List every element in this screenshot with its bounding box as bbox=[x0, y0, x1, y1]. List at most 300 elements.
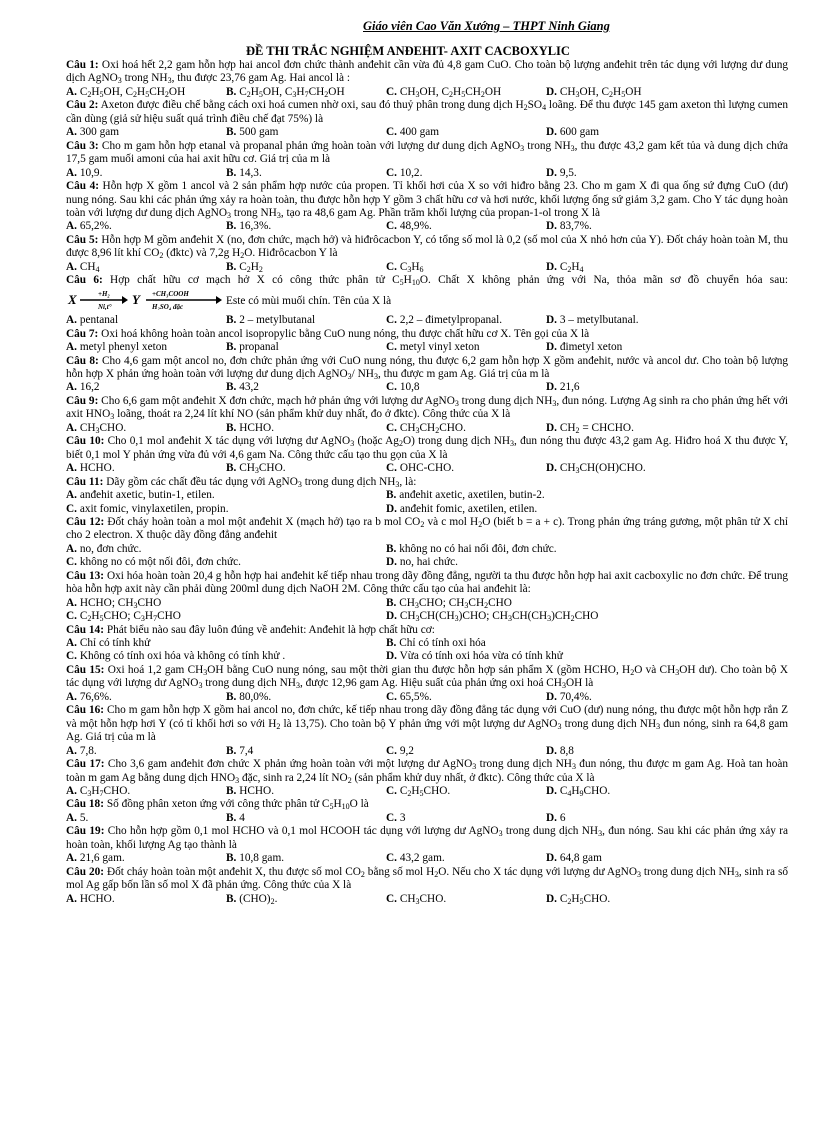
answer-option[interactable] bbox=[386, 556, 788, 569]
answer-option[interactable] bbox=[546, 86, 788, 99]
option-letter: C. bbox=[386, 811, 397, 824]
option-letter: A. bbox=[66, 85, 77, 98]
option-text: $C_2H_5OH$, $C_3H_7CH_2OH$ bbox=[239, 85, 345, 99]
answer-option[interactable] bbox=[546, 422, 788, 435]
answer-option[interactable] bbox=[226, 381, 386, 394]
answer-option[interactable] bbox=[66, 503, 386, 516]
answer-option[interactable] bbox=[386, 220, 546, 233]
option-text: 2 – metylbutanal bbox=[239, 314, 316, 327]
option-letter: D. bbox=[386, 650, 397, 663]
answer-options bbox=[66, 745, 788, 758]
option-letter: D. bbox=[546, 85, 557, 98]
answer-option[interactable] bbox=[66, 462, 226, 475]
question-label: Câu 19: bbox=[66, 825, 105, 838]
option-letter: D. bbox=[546, 892, 557, 905]
exam-title: ĐỀ THI TRẮC NGHIỆM ANĐEHIT- AXIT CACBOXYLIC bbox=[246, 44, 570, 58]
option-text: $CH_3CHO$. bbox=[79, 421, 127, 435]
option-letter: A. bbox=[66, 489, 77, 502]
option-letter: A. bbox=[66, 690, 77, 703]
question-body: Đốt cháy hoàn toàn a mol một anđehit X (mạch hở) tạo ra b mol $CO_2$ và c mol $H_2O$ (biết b = a + c). Trong phản ứng tráng gương, một phân tử X chỉ cho 2 electron. X thuộc dãy đồng đẳng anđehit bbox=[66, 515, 788, 542]
option-letter: B. bbox=[386, 489, 397, 502]
answer-option[interactable] bbox=[226, 220, 386, 233]
option-text: 65,5%. bbox=[399, 690, 432, 703]
answer-option[interactable] bbox=[66, 556, 386, 569]
answer-option[interactable] bbox=[226, 893, 386, 906]
option-text: 65,2%. bbox=[79, 220, 112, 233]
option-letter: A. bbox=[66, 542, 77, 555]
answer-option[interactable] bbox=[546, 893, 788, 906]
option-letter: A. bbox=[66, 314, 77, 327]
option-text: HCHO; $CH_3CHO$ bbox=[79, 596, 162, 610]
option-text: 7,8. bbox=[79, 744, 97, 757]
answer-option[interactable] bbox=[546, 852, 788, 865]
option-text: 21,6 bbox=[559, 381, 580, 394]
question-label: Câu 10: bbox=[66, 435, 105, 448]
answer-option[interactable] bbox=[386, 637, 788, 650]
answer-option[interactable] bbox=[386, 597, 788, 610]
answer-option[interactable] bbox=[66, 785, 226, 798]
answer-option[interactable] bbox=[386, 852, 546, 865]
answer-option[interactable] bbox=[226, 422, 386, 435]
option-text: $CH_4$ bbox=[79, 260, 100, 274]
option-text: 10,2. bbox=[399, 166, 423, 179]
option-letter: B. bbox=[226, 852, 237, 865]
option-letter: B. bbox=[226, 892, 237, 905]
answer-option[interactable] bbox=[386, 745, 546, 758]
option-text: $CH_2$ = CHCHO. bbox=[559, 421, 634, 435]
option-text: $C_2H_4$ bbox=[559, 260, 584, 274]
arrow1-top-label: +H₂ bbox=[98, 289, 110, 298]
option-letter: B. bbox=[226, 314, 237, 327]
answer-options bbox=[66, 812, 788, 825]
answer-options bbox=[66, 462, 788, 475]
option-text: 76,6%. bbox=[79, 690, 112, 703]
option-letter: B. bbox=[226, 220, 237, 233]
option-text: $CH_3CHO$. bbox=[239, 462, 286, 476]
option-text: no, đơn chức. bbox=[79, 542, 142, 555]
option-text: no, hai chức. bbox=[399, 556, 459, 569]
question-text bbox=[66, 825, 788, 852]
answer-options bbox=[66, 691, 788, 704]
option-text: $C_3H_7CHO$. bbox=[79, 785, 131, 799]
answer-option[interactable] bbox=[386, 893, 546, 906]
question-text bbox=[66, 476, 788, 489]
question-label: Câu 8: bbox=[66, 354, 99, 367]
question-text bbox=[66, 516, 788, 543]
answer-option[interactable] bbox=[386, 314, 546, 327]
option-text: $CH_3CH(CH_3)CHO$; $CH_3CH(CH_3)CH_2CHO$ bbox=[399, 610, 599, 624]
option-letter: C. bbox=[386, 892, 397, 905]
answer-options bbox=[66, 543, 788, 570]
answer-option[interactable] bbox=[66, 812, 226, 825]
question-label: Câu 6: bbox=[66, 274, 103, 287]
option-letter: D. bbox=[546, 785, 557, 798]
option-text: metyl vinyl xeton bbox=[399, 341, 480, 354]
answer-option[interactable] bbox=[66, 261, 226, 274]
answer-option[interactable] bbox=[546, 462, 788, 475]
answer-option[interactable] bbox=[546, 126, 788, 139]
question-label: Câu 18: bbox=[66, 798, 104, 811]
option-letter: D. bbox=[546, 462, 557, 475]
option-letter: A. bbox=[66, 637, 77, 650]
option-letter: C. bbox=[386, 381, 397, 394]
option-text: $C_2H_5CHO$; $C_3H_7CHO$ bbox=[79, 610, 181, 624]
answer-option[interactable] bbox=[546, 745, 788, 758]
question-body: Cho 4,6 gam một ancol no, đơn chức phản ứng với CuO nung nóng, thu được 6,2 gam hỗn hợp X gồm anđehit, nước và ancol dư. Cho toàn bộ lượng hỗn hợp X phản ứng hoàn toàn với lượng dư dung dịch AgNO$_3$/ $NH_3$, thu được m gam Ag. Giá trị của m là bbox=[66, 354, 788, 381]
answer-options bbox=[66, 261, 788, 274]
option-letter: D. bbox=[386, 502, 397, 515]
question-body: Đốt cháy hoàn toàn một anđehit X, thu được số mol $CO_2$ bằng số mol $H_2O$. Nếu cho X tác dụng với lượng dư AgNO$_3$ trong dung dịch $NH_3$, sinh ra số mol Ag gấp bốn lần số mol X đã phản ứng. Công thức của X là bbox=[66, 865, 789, 892]
answer-option[interactable] bbox=[226, 341, 386, 354]
option-text: $C_3H_6$ bbox=[399, 260, 424, 274]
option-text: 64,8 gam bbox=[559, 852, 602, 865]
option-text: 16,2 bbox=[79, 381, 100, 394]
question-body: Cho m gam hỗn hợp etanal và propanal phản ứng hoàn toàn với lượng dư dung dịch AgNO$_3$ trong $NH_3$, thu được 43,2 gam kết tủa và dung dịch chứa 17,5 gam muối amoni của hai axit hữu cơ. Giá trị của m là bbox=[66, 139, 788, 166]
option-text: 21,6 gam. bbox=[79, 852, 125, 865]
answer-option[interactable] bbox=[546, 785, 788, 798]
option-text: 9,5. bbox=[559, 166, 577, 179]
question-text bbox=[66, 624, 788, 637]
option-text: 9,2 bbox=[399, 744, 414, 757]
answer-option[interactable] bbox=[66, 86, 226, 99]
option-letter: D. bbox=[546, 421, 557, 434]
option-letter: C. bbox=[66, 650, 77, 663]
answer-option[interactable] bbox=[226, 691, 386, 704]
option-text: $CH_3CH(OH)CHO$. bbox=[559, 462, 646, 476]
question-body: Cho 3,6 gam anđehit đơn chức X phản ứng hoàn toàn với một lượng dư AgNO$_3$ trong dung dịch $NH_3$ đun nóng, thu được m gam Ag. Hoà tan hoàn toàn m gam Ag bằng dung dịch $HNO_3$ đặc, sinh ra 2,24 lít $NO_2$ (sản phẩm khử duy nhất, ở đktc). Công thức của X là bbox=[66, 758, 789, 785]
question-label: Câu 11: bbox=[66, 475, 104, 488]
question-body: Hợp chất hữu cơ mạch hở X có công thức phân tử $C_5H_{10}O$. Chất X không phản ứng với Na, thỏa mãn sơ đồ chuyển hóa sau: bbox=[110, 274, 788, 288]
question-body: Axeton được điều chế bằng cách oxi hoá cumen nhờ oxi, sau đó thuỷ phân trong dung dịch $H_2SO_4$ loãng. Để thu được 145 gam axeton thì lượng cumen cần dùng (giả sử hiệu suất quá trình điều chế đạt 75%) là bbox=[66, 99, 788, 125]
answer-options bbox=[66, 220, 788, 233]
answer-options bbox=[66, 381, 788, 394]
option-letter: C. bbox=[386, 85, 397, 98]
answer-option[interactable] bbox=[546, 314, 788, 327]
option-letter: D. bbox=[546, 852, 557, 865]
question-text bbox=[66, 59, 788, 86]
reaction-scheme bbox=[66, 288, 226, 314]
option-text: $C_2H_5CHO$. bbox=[559, 892, 611, 906]
option-letter: A. bbox=[66, 744, 77, 757]
question-text bbox=[66, 328, 788, 341]
question-body: Cho hỗn hợp gồm 0,1 mol HCHO và 0,1 mol HCOOH tác dụng với lượng dư AgNO$_3$ trong dung dịch $NH_3$, đun nóng. Sau khi các phản ứng xảy ra hoàn toàn, khối lượng Ag tạo thành là bbox=[66, 825, 788, 851]
answer-option[interactable] bbox=[386, 422, 546, 435]
question-label: Câu 3: bbox=[66, 139, 99, 152]
answer-option[interactable] bbox=[226, 785, 386, 798]
answer-option[interactable] bbox=[226, 812, 386, 825]
answer-option[interactable] bbox=[386, 86, 546, 99]
answer-options bbox=[66, 126, 788, 139]
question-text bbox=[66, 180, 788, 220]
option-letter: A. bbox=[66, 462, 77, 475]
option-letter: C. bbox=[386, 462, 397, 475]
option-letter: C. bbox=[386, 785, 397, 798]
option-text: Vừa có tính oxi hóa vừa có tính khử bbox=[399, 650, 563, 663]
option-letter: A. bbox=[66, 811, 77, 824]
option-text: $C_4H_9CHO$. bbox=[559, 785, 611, 799]
answer-option[interactable] bbox=[386, 812, 546, 825]
option-text: không no có một nối đôi, đơn chức. bbox=[79, 556, 241, 569]
question-label: Câu 12: bbox=[66, 515, 105, 528]
option-text: Chỉ có tính khử bbox=[79, 637, 151, 650]
answer-options bbox=[66, 852, 788, 865]
option-letter: B. bbox=[226, 381, 237, 394]
question-body: Hỗn hợp M gồm anđehit X (no, đơn chức, mạch hở) và hiđrôcacbon Y, có tổng số mol là 0,2 (số mol của X nhỏ hơn của Y). Đốt cháy hoàn toàn M, thu được 8,96 lít khí $CO_2$ (đktc) và 7,2g $H_2O$. Hiđrôcacbon Y là bbox=[66, 233, 789, 261]
option-letter: A. bbox=[66, 785, 77, 798]
option-text: propanal bbox=[239, 341, 279, 354]
answer-option[interactable] bbox=[386, 785, 546, 798]
answer-option[interactable] bbox=[66, 852, 226, 865]
option-text: 6 bbox=[559, 811, 566, 824]
question-text bbox=[66, 435, 788, 462]
option-text: metyl phenyl xeton bbox=[79, 341, 168, 354]
answer-option[interactable] bbox=[546, 381, 788, 394]
option-letter: C. bbox=[386, 744, 397, 757]
answer-option[interactable] bbox=[66, 543, 386, 556]
answer-option[interactable] bbox=[66, 341, 226, 354]
question-body: Dãy gồm các chất đều tác dụng với AgNO$_3$ trong dung dịch $NH_3$, là: bbox=[106, 475, 417, 489]
option-letter: C. bbox=[386, 260, 397, 273]
option-letter: D. bbox=[546, 126, 557, 139]
scheme-y: Y bbox=[132, 291, 140, 307]
option-letter: B. bbox=[226, 260, 237, 273]
option-text: 600 gam bbox=[559, 126, 600, 139]
question-body: Cho 6,6 gam một anđehit X đơn chức, mạch hở phản ứng với lượng dư AgNO$_3$ trong dung dịch $NH_3$, đun nóng. Lượng Ag sinh ra cho phản ứng hết với axit $HNO_3$ loãng, thoát ra 2,24 lít khí NO (sản phẩm khử duy nhất, đo ở đktc). Công thức của X là bbox=[66, 394, 788, 422]
option-text: HCHO. bbox=[239, 785, 275, 798]
option-letter: D. bbox=[386, 556, 397, 569]
question-label: Câu 2: bbox=[66, 99, 99, 112]
option-text: 300 gam bbox=[79, 126, 120, 139]
answer-option[interactable] bbox=[226, 167, 386, 180]
option-text: 7,4 bbox=[239, 744, 254, 757]
answer-option[interactable] bbox=[66, 597, 386, 610]
question-text bbox=[66, 355, 788, 382]
option-text: $C_2H_2$ bbox=[239, 260, 263, 274]
option-text: 3 bbox=[399, 811, 406, 824]
option-letter: A. bbox=[66, 341, 77, 354]
option-letter: B. bbox=[386, 637, 397, 650]
option-letter: A. bbox=[66, 220, 77, 233]
answer-option[interactable] bbox=[546, 341, 788, 354]
option-letter: C. bbox=[386, 166, 397, 179]
answer-option[interactable] bbox=[66, 691, 226, 704]
question-text bbox=[66, 570, 788, 597]
answer-option[interactable] bbox=[546, 261, 788, 274]
question-label: Câu 4: bbox=[66, 180, 100, 193]
option-text: HCHO. bbox=[239, 421, 275, 434]
option-text: 70,4%. bbox=[559, 690, 592, 703]
option-letter: D. bbox=[546, 260, 557, 273]
question-text bbox=[66, 395, 788, 422]
answer-option[interactable] bbox=[386, 126, 546, 139]
option-text: 2,2 – đimetylpropanal. bbox=[399, 314, 503, 327]
question-body: Oxi hoá không hoàn toàn ancol isopropylic bằng CuO nung nóng, thu được chất hữu cơ X. Tên gọi của X là bbox=[101, 327, 590, 340]
answer-option[interactable] bbox=[226, 745, 386, 758]
option-text: $CH_3CHO$; $CH_3CH_2CHO$ bbox=[399, 596, 512, 610]
option-letter: A. bbox=[66, 852, 77, 865]
question-body: Oxi hoá 1,2 gam $CH_3OH$ bằng CuO nung nóng, sau một thời gian thu được hỗn hợp sản phẩm X (gồm HCHO, $H_2O$ và $CH_3OH$ dư). Cho toàn bộ X tác dụng với lượng dư AgNO$_3$ trong dung dịch $NH_3$, được 12,96 gam Ag. Hiệu suất của phản ứng oxi hoá $CH_3OH$ là bbox=[66, 663, 788, 691]
option-text: 8,8 bbox=[559, 744, 574, 757]
option-text: 10,8 gam. bbox=[239, 852, 285, 865]
question-text bbox=[66, 140, 788, 167]
answer-option[interactable] bbox=[226, 126, 386, 139]
question-text bbox=[66, 866, 788, 893]
answer-option[interactable] bbox=[66, 610, 386, 623]
option-letter: B. bbox=[386, 542, 397, 555]
option-letter: D. bbox=[546, 220, 557, 233]
option-text: 500 gam bbox=[239, 126, 279, 139]
answer-option[interactable] bbox=[546, 220, 788, 233]
option-letter: B. bbox=[386, 596, 397, 609]
answer-option[interactable] bbox=[386, 503, 788, 516]
option-letter: D. bbox=[546, 811, 557, 824]
option-text: 16,3%. bbox=[239, 220, 272, 233]
option-text: Không có tính oxi hóa và không có tính khử . bbox=[79, 650, 286, 663]
answer-option[interactable] bbox=[66, 650, 386, 663]
option-letter: B. bbox=[226, 811, 237, 824]
answer-option[interactable] bbox=[546, 691, 788, 704]
option-letter: B. bbox=[226, 126, 237, 139]
option-text: pentanal bbox=[79, 314, 119, 327]
answer-option[interactable] bbox=[386, 167, 546, 180]
option-text: $CH_3OH$, $C_2H_5CH_2OH$ bbox=[399, 85, 502, 99]
question-label: Câu 20: bbox=[66, 865, 105, 878]
option-letter: A. bbox=[66, 126, 77, 139]
answer-options bbox=[66, 167, 788, 180]
answer-option[interactable] bbox=[226, 314, 386, 327]
arrow2-top-label: +CH₃COOH bbox=[152, 289, 189, 298]
question-label: Câu 17: bbox=[66, 758, 105, 771]
option-text: không no có hai nối đôi, đơn chức. bbox=[399, 542, 557, 555]
answer-option[interactable] bbox=[66, 489, 386, 502]
option-text: $CH_3CH_2CHO$. bbox=[399, 421, 466, 435]
answer-options bbox=[66, 489, 788, 516]
answer-option[interactable] bbox=[66, 167, 226, 180]
answer-option[interactable] bbox=[386, 543, 788, 556]
answer-option[interactable] bbox=[386, 341, 546, 354]
question-label: Câu 16: bbox=[66, 704, 105, 717]
answer-option[interactable] bbox=[386, 261, 546, 274]
arrow2-bottom-label: H₂SO₄ đặc bbox=[152, 302, 184, 310]
answer-options bbox=[66, 422, 788, 435]
question-label: Câu 13: bbox=[66, 569, 105, 582]
option-text: 10,9. bbox=[79, 166, 103, 179]
option-letter: B. bbox=[226, 785, 237, 798]
option-text: Chỉ có tính oxi hóa bbox=[399, 637, 486, 650]
option-letter: D. bbox=[386, 610, 397, 623]
question-body: Oxi hóa hoàn toàn 20,4 g hỗn hợp hai anđehit kế tiếp nhau trong dãy đồng đẳng, người ta thu được hỗn hợp hai axit cacboxylic no đơn chức. Để trung hòa hỗn hợp axit này cần phải dùng 200ml dung dịch NaOH 2M. Công thức cấu tạo của hai anđehit là: bbox=[66, 569, 788, 596]
option-letter: A. bbox=[66, 166, 77, 179]
answer-option[interactable] bbox=[386, 650, 788, 663]
question-label: Câu 15: bbox=[66, 663, 105, 676]
answer-option[interactable] bbox=[66, 637, 386, 650]
option-text: 400 gam bbox=[399, 126, 440, 139]
answer-option[interactable] bbox=[66, 745, 226, 758]
question-body: Cho 0,1 mol anđehit X tác dụng với lượng dư AgNO$_3$ (hoặc $Ag_2O$) trong dung dịch $NH_3$, đun nóng thu được 43,2 gam Ag. Hiđro hoá X thu được Y, biết 0,1 mol Y phản ứng vừa đủ với 4,6 gam Na. Công thức cấu tạo thu gọn của X là bbox=[66, 435, 788, 461]
answer-option[interactable] bbox=[66, 126, 226, 139]
option-letter: C. bbox=[386, 852, 397, 865]
answer-option[interactable] bbox=[66, 893, 226, 906]
option-letter: C. bbox=[66, 610, 77, 623]
answer-option[interactable] bbox=[66, 314, 226, 327]
option-text: $CH_3OH$, $C_2H_5OH$ bbox=[559, 85, 642, 99]
arrow2-head bbox=[216, 296, 222, 304]
question-label: Câu 14: bbox=[66, 623, 104, 636]
option-text: 83,7%. bbox=[559, 220, 592, 233]
option-letter: B. bbox=[226, 462, 237, 475]
answer-options bbox=[66, 341, 788, 354]
option-text: 43,2 gam. bbox=[399, 852, 445, 865]
answer-option[interactable] bbox=[386, 489, 788, 502]
option-text: đimetyl xeton bbox=[559, 341, 623, 354]
question-text bbox=[66, 704, 788, 744]
arrow1-head bbox=[122, 296, 128, 304]
answer-option[interactable] bbox=[386, 610, 788, 623]
question-body: Cho m gam hỗn hợp X gồm hai ancol no, đơn chức, kế tiếp nhau trong dãy đồng đẳng tác dụng với CuO (dư) nung nóng, thu được một hỗn hợp rắn Z và một hỗn hợp hơi Y (có tỉ khối hơi so với $H_2$ là 13,75). Cho toàn bộ Y phản ứng với một lượng dư AgNO$_3$ trong dung dịch $NH_3$ đun nóng, sinh ra 64,8 gam Ag. Giá trị của m là bbox=[66, 704, 788, 744]
option-text: $(CHO)_2$. bbox=[239, 892, 278, 906]
option-letter: D. bbox=[546, 314, 557, 327]
option-letter: A. bbox=[66, 381, 77, 394]
option-letter: B. bbox=[226, 690, 237, 703]
question-body: Oxi hoá hết 2,2 gam hỗn hợp hai ancol đơn chức thành anđehit cần vừa đủ 4,8 gam CuO. Cho toàn bộ lượng anđehit trên tác dụng với lượng dư dung dịch AgNO$_3$ trong $NH_3$, thu được 23,76 gam Ag. Hai ancol là : bbox=[66, 59, 789, 86]
question-label: Câu 5: bbox=[66, 233, 99, 246]
answer-option[interactable] bbox=[386, 691, 546, 704]
option-text: 43,2 bbox=[239, 381, 259, 394]
answer-option[interactable] bbox=[226, 462, 386, 475]
option-letter: A. bbox=[66, 260, 77, 273]
question-text bbox=[66, 99, 788, 126]
answer-option[interactable] bbox=[226, 86, 386, 99]
answer-option[interactable] bbox=[546, 167, 788, 180]
question-body: Hỗn hợp X gồm 1 ancol và 2 sản phẩm hợp nước của propen. Tỉ khối hơi của X so với hiđro bằng 23. Cho m gam X đi qua ống sứ đựng CuO (dư) nung nóng. Sau khi các phản ứng xảy ra hoàn toàn, thu được hỗn hợp Y gồm 3 chất hữu cơ và hơi nước, khối lượng ống sứ giảm 3,2 gam. Cho Y tác dụng hoàn toàn với lượng dư dung dịch AgNO$_3$ trong $NH_3$, tạo ra 48,6 gam Ag. Phần trăm khối lượng của propan-1-ol trong X là bbox=[66, 180, 789, 220]
answer-option[interactable] bbox=[226, 261, 386, 274]
option-letter: C. bbox=[386, 220, 397, 233]
answer-option[interactable] bbox=[66, 381, 226, 394]
option-letter: B. bbox=[226, 744, 237, 757]
answer-options bbox=[66, 893, 788, 906]
option-letter: C. bbox=[386, 341, 397, 354]
answer-option[interactable] bbox=[66, 422, 226, 435]
option-letter: D. bbox=[546, 166, 557, 179]
question-text bbox=[66, 234, 788, 261]
option-letter: A. bbox=[66, 892, 77, 905]
arrow1-bottom-label: Ni,t° bbox=[98, 302, 112, 310]
option-text: $C_2H_5CHO$. bbox=[399, 785, 451, 799]
option-letter: D. bbox=[546, 381, 557, 394]
option-letter: A. bbox=[66, 596, 77, 609]
option-text: 5. bbox=[79, 811, 89, 824]
answer-options bbox=[66, 785, 788, 798]
teacher-header: Giáo viên Cao Văn Xướng – THPT Ninh Giang bbox=[363, 19, 610, 33]
question-text bbox=[66, 664, 788, 691]
answer-option[interactable] bbox=[386, 462, 546, 475]
answer-option[interactable] bbox=[66, 220, 226, 233]
question-text bbox=[66, 274, 788, 314]
answer-option[interactable] bbox=[546, 812, 788, 825]
answer-options bbox=[66, 637, 788, 664]
option-letter: B. bbox=[226, 421, 237, 434]
option-text: 14,3. bbox=[239, 166, 262, 179]
option-text: HCHO. bbox=[79, 462, 115, 475]
answer-option[interactable] bbox=[386, 381, 546, 394]
question-label: Câu 9: bbox=[66, 394, 99, 407]
option-text: anđehit axetic, butin-1, etilen. bbox=[79, 489, 215, 502]
answer-options bbox=[66, 597, 788, 624]
option-text: anđehit fomic, axetilen, etilen. bbox=[399, 502, 538, 515]
answer-option[interactable] bbox=[226, 852, 386, 865]
answer-options bbox=[66, 314, 788, 327]
option-letter: B. bbox=[226, 341, 237, 354]
